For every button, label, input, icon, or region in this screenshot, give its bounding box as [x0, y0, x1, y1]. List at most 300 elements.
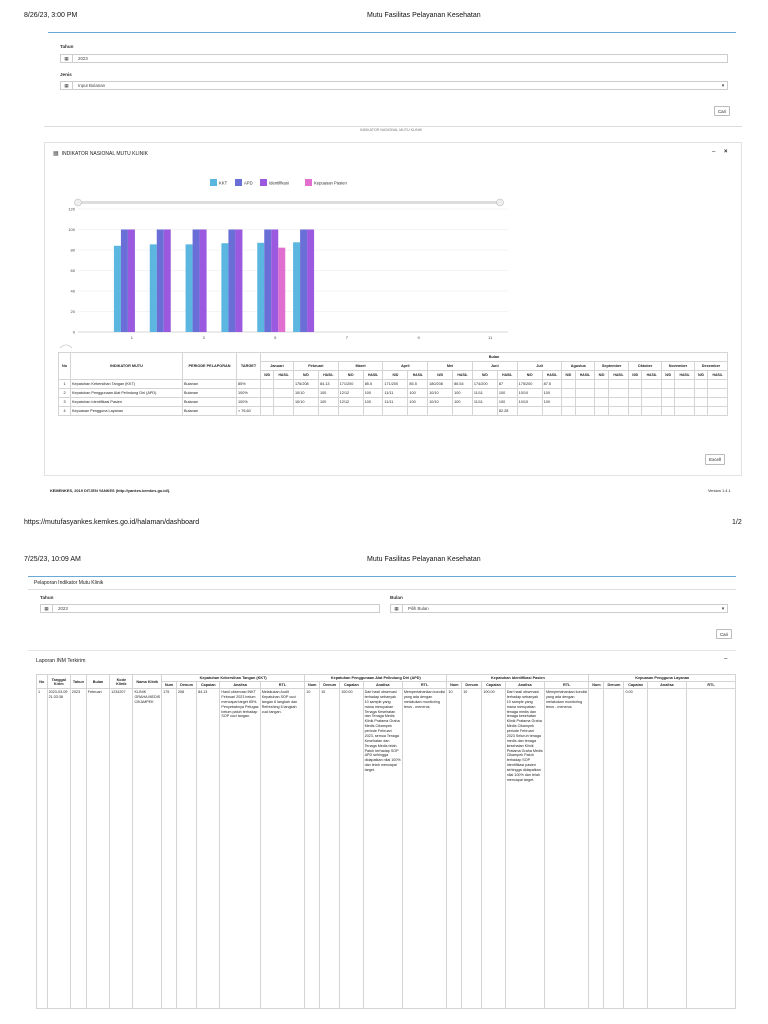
table-row	[59, 398, 728, 407]
sub-header: N/D	[338, 371, 363, 380]
sub-header: N/D	[562, 371, 575, 380]
table-cell: Mempertahankan kondisi yang ada dengan melakukan monitoring terus - menerus	[544, 689, 589, 1009]
table-cell: 10	[320, 689, 340, 1009]
table-cell	[453, 407, 473, 416]
table-cell: 100	[363, 389, 383, 398]
table-row	[59, 389, 728, 398]
col-header: Tanggal Kirim	[47, 675, 70, 689]
table-cell: 10/10	[293, 398, 318, 407]
sub-header: HASIL	[642, 371, 662, 380]
sub-header: Capaian	[340, 682, 363, 689]
bar-identifikasi[interactable]	[307, 230, 314, 333]
table-cell: 1	[37, 689, 48, 1009]
table-cell: 2023	[70, 689, 86, 1009]
month-header: Mei	[428, 362, 473, 371]
table-cell: 0.00	[624, 689, 647, 1009]
sub-header: Num	[305, 682, 320, 689]
month-header: Desember	[694, 362, 727, 371]
bar-identifikasi[interactable]	[235, 230, 242, 333]
bar-apd[interactable]	[228, 230, 235, 333]
table-cell	[542, 407, 562, 416]
month-header: November	[662, 362, 695, 371]
table-cell: 86.54	[453, 380, 473, 389]
legend-swatch[interactable]	[235, 179, 242, 186]
table-cell: 84.13	[197, 689, 220, 1009]
table-cell: 10/10	[517, 398, 542, 407]
table-cell	[261, 398, 274, 407]
table-cell: 87.5	[542, 380, 562, 389]
table-cell: Bulanan	[183, 389, 237, 398]
x-tick-label: 1	[130, 335, 134, 340]
y-tick-label: 80	[70, 247, 75, 253]
table-cell	[363, 407, 383, 416]
table-cell	[383, 407, 408, 416]
table-cell	[647, 689, 686, 1009]
table-cell: 10/10	[428, 398, 453, 407]
table-cell: Kepatuhan Kebersihan Tangan (KKT)	[71, 380, 183, 389]
table-cell: 10/10	[517, 389, 542, 398]
table-cell	[708, 398, 728, 407]
legend-label[interactable]: KKT	[219, 180, 228, 186]
table-cell: 10/10	[428, 389, 453, 398]
table-cell	[608, 407, 628, 416]
table-cell: 82.28	[497, 407, 517, 416]
x-tick-label: 5	[274, 335, 277, 340]
sub-header: N/D	[629, 371, 642, 380]
table-cell	[274, 389, 294, 398]
sub-header: HASIL	[575, 371, 595, 380]
sub-header: HASIL	[363, 371, 383, 380]
table-cell	[629, 398, 642, 407]
sub-header: Num	[589, 682, 604, 689]
minimize-icon-2[interactable]: –	[724, 656, 728, 662]
tahun-label-2: Tahun	[40, 595, 54, 600]
table-cell: 1	[59, 380, 71, 389]
table-cell: Bulanan	[183, 398, 237, 407]
col-header: Tahun	[70, 675, 86, 689]
y-tick-label: 120	[68, 206, 75, 212]
sub-header: HASIL	[453, 371, 473, 380]
table-cell	[595, 407, 609, 416]
col-header: Bulan	[86, 675, 109, 689]
table-cell	[642, 389, 662, 398]
sub-header: Num	[447, 682, 462, 689]
bulan-select[interactable]	[390, 604, 728, 613]
table-cell	[595, 380, 609, 389]
table-cell	[642, 380, 662, 389]
table-cell	[517, 407, 542, 416]
sub-header: RTL	[402, 682, 447, 689]
table-cell	[662, 407, 675, 416]
bar-apd[interactable]	[157, 230, 164, 333]
cari-button[interactable]: Cari	[714, 106, 730, 116]
month-header: Januari	[261, 362, 294, 371]
inm-table-wrapper	[58, 352, 728, 416]
sub-header: HASIL	[497, 371, 517, 380]
x-tick-label: 9	[417, 335, 420, 340]
x-tick-label: 7	[345, 335, 349, 340]
table-cell	[318, 407, 338, 416]
table-cell: 171/200	[338, 380, 363, 389]
table-cell	[662, 380, 675, 389]
month-header: Maret	[338, 362, 383, 371]
sub-header: Capaian	[197, 682, 220, 689]
table-cell: 2	[59, 389, 71, 398]
bar-apd[interactable]	[121, 230, 128, 333]
table-icon: ▦	[53, 151, 59, 157]
divider	[44, 126, 742, 127]
table-cell: 10	[447, 689, 462, 1009]
sub-header: N/D	[662, 371, 675, 380]
sub-header: Capaian	[624, 682, 647, 689]
jenis-label: Jenis	[60, 72, 72, 77]
table-cell	[608, 398, 628, 407]
table-cell	[261, 407, 274, 416]
table-cell	[575, 407, 595, 416]
legend-label[interactable]: Identifikasi	[269, 180, 289, 186]
table-cell	[694, 407, 707, 416]
table-cell	[675, 389, 695, 398]
col-header: Kode Klinik	[110, 675, 133, 689]
table-cell: 87	[497, 380, 517, 389]
table-cell	[629, 407, 642, 416]
table-cell: 85.5	[408, 380, 428, 389]
bar-identifikasi[interactable]	[200, 230, 207, 333]
table-cell	[642, 398, 662, 407]
sub-header: N/D	[595, 371, 609, 380]
table-cell: Hasil observasi INKT Februari 2023 belum mencapai target 85%. Penyebabnya Petugas belum patuh terhadap SOP cuci tangan.	[220, 689, 260, 1009]
breadcrumb: Pelaporan Indikator Mutu Klinik	[34, 580, 104, 586]
table-cell: 100	[363, 398, 383, 407]
table-cell: 100	[318, 398, 338, 407]
table-cell: 100	[542, 389, 562, 398]
table-cell: KLINIK GRAHA MEDIS CIKAMPEK	[133, 689, 162, 1009]
table-cell: 3	[59, 398, 71, 407]
legend-label[interactable]: Kepuasan Pasien	[314, 180, 347, 186]
laporan-title: Laporan INM Terkirim	[36, 658, 86, 664]
sub-header: Num	[162, 682, 177, 689]
table-cell: 100%	[237, 389, 261, 398]
legend-swatch[interactable]	[305, 179, 312, 186]
table-cell: 100	[497, 398, 517, 407]
table-cell	[662, 398, 675, 407]
table-cell: Kepatuhan Penggunaan Alat Pelindung Diri (APD)	[71, 389, 183, 398]
chevron-down-icon: ▾	[721, 605, 725, 612]
month-header: Oktober	[629, 362, 662, 371]
footer-copyright: KEMENKES, 2019 DITJEN YANKES (http://yankes.kemkes.go.id/).	[50, 488, 171, 493]
month-header: Juni	[472, 362, 517, 371]
table-cell: 100	[318, 389, 338, 398]
sub-header: RTL	[687, 682, 736, 689]
sub-header: N/D	[694, 371, 707, 380]
table-cell: 208	[176, 689, 196, 1009]
calendar-icon: ▦	[61, 55, 73, 62]
month-header: September	[595, 362, 629, 371]
table-row	[59, 407, 728, 416]
inm-table	[58, 352, 728, 416]
table-cell	[687, 689, 736, 1009]
table-cell	[338, 407, 363, 416]
sub-header: HASIL	[318, 371, 338, 380]
x-tick-label: 11	[488, 335, 493, 340]
table-cell	[604, 689, 624, 1009]
col-periode: PERIODE PELAPORAN	[183, 353, 237, 380]
chevron-down-icon: ▾	[721, 82, 725, 89]
tahun-field-2[interactable]	[40, 604, 380, 613]
tahun-label: Tahun	[60, 44, 74, 49]
zoom-slider-track[interactable]	[76, 201, 500, 204]
sub-header: N/D	[261, 371, 274, 380]
table-cell	[675, 380, 695, 389]
print-title-2: Mutu Fasilitas Pelayanan Kesehatan	[367, 556, 481, 563]
print-page-number: 1/2	[732, 519, 742, 526]
sub-header: Analisa	[505, 682, 544, 689]
excell-button[interactable]: Excell	[705, 454, 725, 465]
sub-header: N/D	[472, 371, 497, 380]
table-cell	[562, 389, 575, 398]
bar-kkt[interactable]	[186, 244, 193, 332]
sub-header: Analisa	[363, 682, 402, 689]
table-cell	[708, 407, 728, 416]
x-tick-label: 3	[202, 335, 205, 340]
table-cell: 12/12	[338, 398, 363, 407]
table-cell	[694, 380, 707, 389]
table-cell: Dari hasil observasi terhadap sebanyak 10 sample yang mana merupakan tenaga medis dan tenaga kesehatan Klinik Pratama Graha Medis Cikampek periode Februari 2023 Seluruh tenaga medis dan tenaga kesehatan Klinik Pratama Graha Medis Cikampek Patuh terhadap SOP Identifikasi pasien sehingga didapatkan nilai 100% dan telah mencapai target.	[505, 689, 544, 1009]
group-header: Kepatuhan Penggunaan Alat Pelindung Diri (APD)	[305, 675, 447, 682]
bar-kkt[interactable]	[293, 242, 300, 332]
sub-header: HASIL	[274, 371, 294, 380]
table-cell	[562, 407, 575, 416]
group-header: Kepuasan Pengguna Layanan	[589, 675, 736, 682]
table-cell	[293, 407, 318, 416]
table-cell: 10/10	[293, 389, 318, 398]
table-cell: 100	[542, 398, 562, 407]
card-title: INDIKATOR NASIONAL MUTU KLINIK	[61, 150, 148, 157]
table-cell: 12/12	[338, 389, 363, 398]
col-no: No	[59, 353, 71, 380]
table-cell: Februari	[86, 689, 109, 1009]
table-cell: 85.5	[363, 380, 383, 389]
table-cell	[662, 389, 675, 398]
minimize-icon[interactable]: –	[712, 149, 716, 155]
sub-header: HASIL	[675, 371, 695, 380]
col-target: TARGET	[237, 353, 261, 380]
group-header: Kepatuhan Identifikasi Pasien	[447, 675, 589, 682]
table-cell	[575, 389, 595, 398]
legend-swatch[interactable]	[210, 179, 217, 186]
tahun-field[interactable]	[60, 54, 728, 63]
table-cell	[642, 407, 662, 416]
bar-kkt[interactable]	[257, 243, 264, 332]
footer-version: Version 1.4.1	[708, 488, 731, 493]
cari-button-2[interactable]: Cari	[716, 629, 732, 639]
section-caption: INDIKATOR NASIONAL MUTU KLINIK	[360, 128, 423, 132]
table-cell: 100.00	[340, 689, 363, 1009]
month-header: Februari	[293, 362, 338, 371]
zoom-handle-left[interactable]	[75, 199, 82, 206]
table-cell: 171/200	[383, 380, 408, 389]
bulan-value: Pilih Bulan	[408, 606, 429, 611]
table-cell	[608, 380, 628, 389]
table-row	[37, 689, 736, 1009]
table-cell	[575, 380, 595, 389]
table-cell	[472, 407, 497, 416]
col-indikator: INDIKATOR MUTU	[71, 353, 183, 380]
header-row	[37, 675, 736, 682]
table-cell: 100.00	[482, 689, 505, 1009]
table-cell: Mempertahankan kondisi yang ada dengan melakukan monitoring terus - menerus	[402, 689, 447, 1009]
table-cell	[675, 407, 695, 416]
y-tick-label: 100	[68, 227, 75, 232]
table-cell: 175	[162, 689, 177, 1009]
table-cell: Melakukan Audit Kepatuhan SOP cuci tangan 6 langkah dan Refreshing 6 langkah cuci tangan.	[260, 689, 305, 1009]
print-datetime-2: 7/25/23, 10:09 AM	[24, 556, 81, 563]
bar-apd[interactable]	[193, 230, 200, 333]
laporan-table-wrapper	[36, 674, 736, 1009]
jenis-select[interactable]	[60, 81, 728, 90]
table-cell	[629, 380, 642, 389]
table-cell	[261, 389, 274, 398]
chart-footer-mark	[60, 345, 72, 348]
month-header: April	[383, 362, 428, 371]
table-row	[59, 380, 728, 389]
legend-label[interactable]: APD	[244, 180, 253, 186]
group-header: Kepatuhan Kebersihan Tangan (KKT)	[162, 675, 305, 682]
sub-header: Denum	[176, 682, 196, 689]
table-cell: Bulanan	[183, 380, 237, 389]
table-cell	[562, 398, 575, 407]
table-cell	[629, 389, 642, 398]
table-cell: 11/11	[383, 389, 408, 398]
table-cell	[408, 407, 428, 416]
col-bulan: Bulan	[261, 353, 728, 362]
table-cell: Kepatuhan Identifikasi Pasien	[71, 398, 183, 407]
bar-kkt[interactable]	[221, 243, 228, 332]
table-cell: 11/11	[472, 389, 497, 398]
bar-kkt[interactable]	[114, 246, 121, 332]
table-cell: 4	[59, 407, 71, 416]
table-cell: 100	[408, 398, 428, 407]
col-header: Nama Klinik	[133, 675, 162, 689]
print-datetime: 8/26/23, 3:00 PM	[24, 12, 78, 19]
calendar-icon: ▦	[61, 82, 73, 89]
table-cell	[575, 398, 595, 407]
jenis-value: Input Bulanan	[78, 83, 106, 88]
sub-header: N/D	[517, 371, 542, 380]
tahun-value-2: 2023	[58, 606, 68, 611]
y-tick-label: 20	[70, 309, 75, 314]
tahun-value: 2023	[78, 56, 88, 61]
month-header: Agustus	[562, 362, 595, 371]
print-title: Mutu Fasilitas Pelayanan Kesehatan	[367, 12, 481, 19]
table-cell: 174/200	[472, 380, 497, 389]
table-cell: 84.13	[318, 380, 338, 389]
table-cell	[694, 398, 707, 407]
table-cell	[675, 398, 695, 407]
table-cell	[274, 398, 294, 407]
y-tick-label: 0	[72, 329, 75, 335]
print-url[interactable]: https://mutufasyankes.kemkes.go.id/halaman/dashboard	[24, 519, 200, 526]
y-tick-label: 40	[70, 288, 75, 294]
bar-apd[interactable]	[264, 230, 271, 333]
sub-header: RTL	[544, 682, 589, 689]
bulan-label: Bulan	[390, 595, 403, 600]
sub-header: Analisa	[220, 682, 260, 689]
zoom-handle-right[interactable]	[497, 199, 504, 206]
table-cell: 100	[408, 389, 428, 398]
bar-identifikasi[interactable]	[164, 230, 171, 333]
table-cell: 85%	[237, 380, 261, 389]
sub-header: HASIL	[408, 371, 428, 380]
table-cell	[428, 407, 453, 416]
sub-header: Denum	[320, 682, 340, 689]
table-cell: 11/11	[383, 398, 408, 407]
top-divider	[48, 32, 736, 33]
table-cell	[589, 689, 604, 1009]
table-cell: 11/11	[472, 398, 497, 407]
table-cell	[274, 380, 294, 389]
table-cell	[708, 389, 728, 398]
sub-header: N/D	[293, 371, 318, 380]
divider-2	[28, 589, 736, 590]
table-cell: 100	[453, 389, 473, 398]
laporan-table	[36, 674, 736, 1009]
table-cell	[261, 380, 274, 389]
sub-header: Analisa	[647, 682, 686, 689]
sub-header: HASIL	[608, 371, 628, 380]
top-divider-2	[28, 576, 736, 577]
bar-apd[interactable]	[300, 230, 307, 333]
table-cell	[562, 380, 575, 389]
sub-header: HASIL	[542, 371, 562, 380]
bar-kkt[interactable]	[150, 244, 157, 332]
calendar-icon: ▦	[391, 605, 403, 612]
table-cell	[608, 389, 628, 398]
table-cell: 180/208	[428, 380, 453, 389]
calendar-icon: ▦	[41, 605, 53, 612]
sub-header: Denum	[604, 682, 624, 689]
sub-header: Capaian	[482, 682, 505, 689]
table-cell: > 76,60	[237, 407, 261, 416]
y-tick-label: 60	[70, 268, 75, 273]
table-cell	[274, 407, 294, 416]
table-cell: 2023-03-09 21:33:38	[47, 689, 70, 1009]
bar-identifikasi[interactable]	[271, 230, 278, 333]
bar-identifikasi[interactable]	[128, 230, 135, 333]
col-header: No	[37, 675, 48, 689]
legend-swatch[interactable]	[260, 179, 267, 186]
table-cell: 100	[497, 389, 517, 398]
table-cell: Bulanan	[183, 407, 237, 416]
inm-bar-chart	[50, 170, 520, 350]
table-cell: 10	[462, 689, 482, 1009]
month-header: Juli	[517, 362, 562, 371]
close-icon[interactable]: ×	[724, 149, 728, 155]
bar-kepuasan-pasien[interactable]	[278, 248, 285, 332]
table-cell: Kepuasan Pengguna Layanan	[71, 407, 183, 416]
table-cell	[708, 380, 728, 389]
sub-header: Denum	[462, 682, 482, 689]
table-cell: 175/200	[517, 380, 542, 389]
table-cell: 1234207	[110, 689, 133, 1009]
table-cell: Dari hasil observasi terhadap sebanyak 10 sample yang mana merupakan Tenaga Kesehatan dan Tenaga Medis Klinik Pratama Graha Medis Cikampek periode Februari 2023, semua Tenaga Kesehatan dan Tenaga Medis telah Patuh terhadap SOP APD sehingga didapatkan nilai 100% dan telah mencapai target.	[363, 689, 402, 1009]
table-cell: 100	[453, 398, 473, 407]
table-cell	[595, 398, 609, 407]
table-cell: 10	[305, 689, 320, 1009]
sub-header: N/D	[383, 371, 408, 380]
sub-header: RTL	[260, 682, 305, 689]
sub-header: HASIL	[708, 371, 728, 380]
